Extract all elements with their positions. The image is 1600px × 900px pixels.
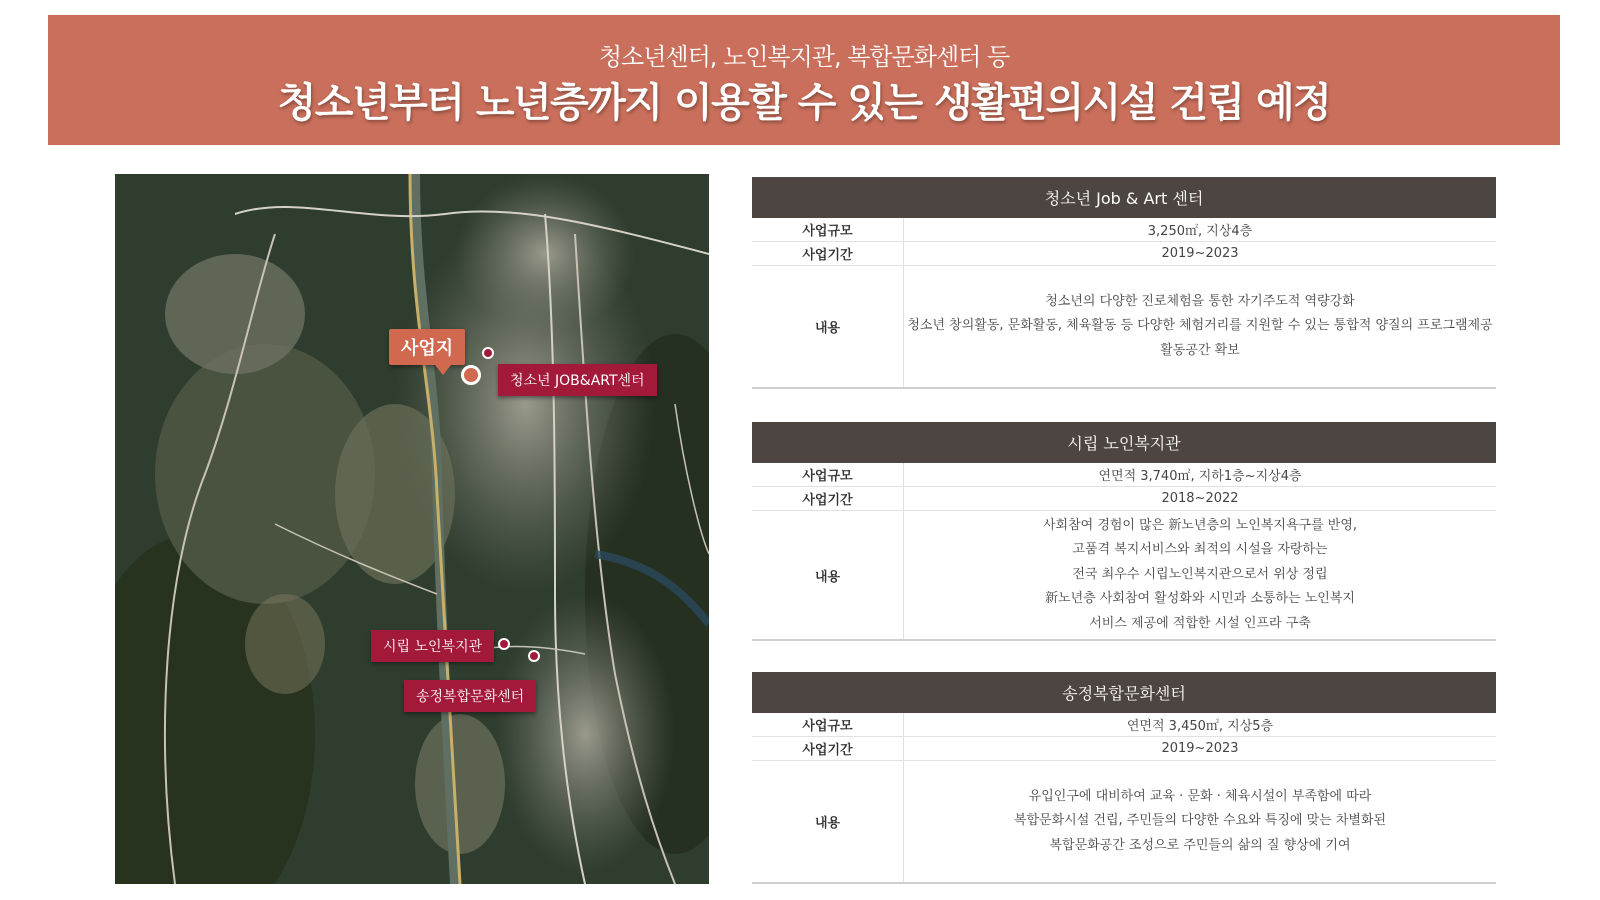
site-marker [461,365,481,385]
content-label: 내용 [752,761,904,882]
scale-row [752,713,1496,737]
content-line: 전국 최우수 시립노인복지관으로서 위상 정립 [1072,566,1328,582]
content-line: 청소년 창의활동, 문화활동, 체육활동 등 다양한 체험거리를 지원할 수 있는 통합적 양질의 프로그램제공 [907,318,1493,334]
period-row [752,487,1496,511]
content-text [907,290,1492,364]
facility-title: 청소년 Job & Art 센터 [752,177,1496,218]
satellite-map [115,174,709,884]
content-line: 新노년층 사회참여 활성화와 시민과 소통하는 노인복지 [1045,591,1355,607]
content-line: 유입인구에 대비하여 교육 · 문화 · 체육시설이 부족함에 따라 [1028,788,1372,804]
period-label: 사업기간 [752,737,904,760]
content-line: 고품격 복지서비스와 최적의 시설을 자랑하는 [1072,542,1328,558]
content-line: 사회참여 경험이 많은 新노년층의 노인복지욕구를 반영, [1042,517,1358,533]
site-label: 사업지 [389,329,465,365]
scale-label: 사업규모 [752,463,904,486]
facility-card-youth [752,177,1496,389]
scale-value: 3,250㎡, 지상4층 [1147,224,1253,239]
period-value: 2019~2023 [1161,741,1239,756]
content-line: 복합문화시설 건립, 주민들의 다양한 수요와 특징에 맞는 차별화된 [1013,813,1387,829]
facility-title: 송정복합문화센터 [752,672,1496,713]
period-row [752,242,1496,266]
facility-title: 시립 노인복지관 [752,422,1496,463]
map-background [115,174,709,884]
senior-center-tag: 시립 노인복지관 [371,630,494,662]
scale-value: 연면적 3,740㎡, 지하1층~지상4층 [1098,469,1302,484]
scale-row [752,463,1496,487]
content-line: 청소년의 다양한 진로체험을 통한 자기주도적 역량강화 [1045,293,1355,309]
facility-card-senior [752,422,1496,641]
senior-center-marker [498,638,510,650]
content-text [1043,514,1357,637]
scale-value: 연면적 3,450㎡, 지상5층 [1126,719,1274,734]
header-title: 청소년부터 노년층까지 이용할 수 있는 생활편의시설 건립 예정 [277,80,1331,126]
content-text [1014,785,1386,859]
content-line: 활동공간 확보 [1160,342,1240,358]
content-label: 내용 [752,511,904,639]
period-value: 2019~2023 [1161,246,1239,261]
content-row [752,266,1496,387]
culture-center-marker [528,650,540,662]
scale-label: 사업규모 [752,713,904,736]
period-label: 사업기간 [752,242,904,265]
header-banner [48,15,1560,145]
facility-card-culture [752,672,1496,884]
content-row [752,511,1496,639]
scale-row [752,218,1496,242]
content-line: 복합문화공간 조성으로 주민들의 삶의 질 향상에 기여 [1049,837,1351,853]
youth-center-tag: 청소년 JOB&ART센터 [498,364,657,396]
header-subtitle: 청소년센터, 노인복지관, 복합문화센터 등 [598,43,1010,71]
content-line: 서비스 제공에 적합한 시설 인프라 구축 [1089,615,1311,631]
culture-center-tag: 송정복합문화센터 [404,680,536,712]
period-row [752,737,1496,761]
period-value: 2018~2022 [1161,491,1239,506]
period-label: 사업기간 [752,487,904,510]
content-row [752,761,1496,882]
youth-center-marker [482,347,494,359]
content-label: 내용 [752,266,904,387]
scale-label: 사업규모 [752,218,904,241]
